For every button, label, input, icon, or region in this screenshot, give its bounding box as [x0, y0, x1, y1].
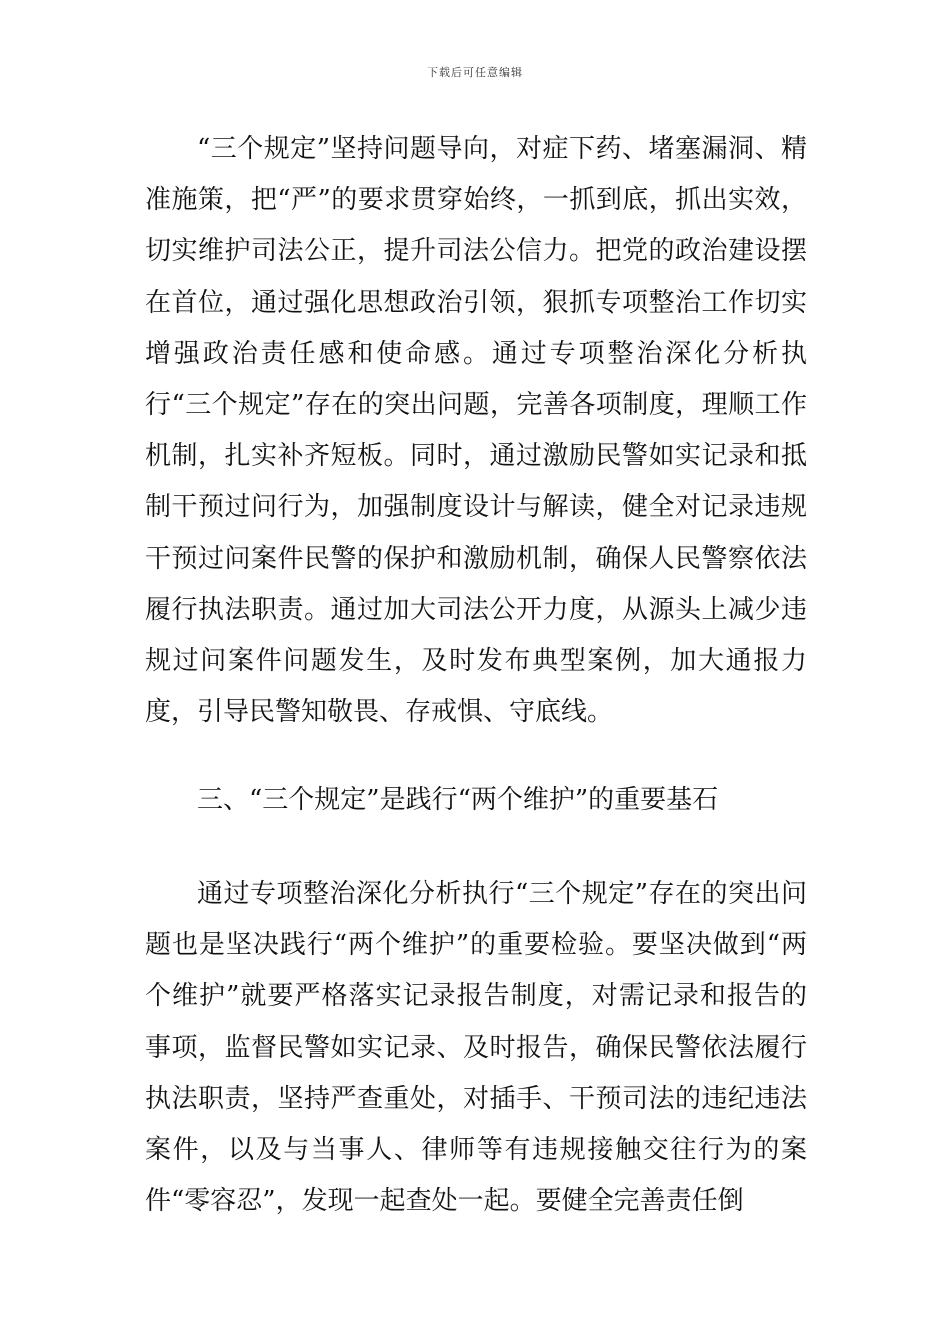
- paragraph-2: 通过专项整治深化分析执行“三个规定”存在的突出问题也是坚决践行“两个维护”的重要检验。要坚决做到“两个维护”就要严格落实记录报告制度，对需记录和报告的事项，监督民警如实记录、及时报告，确保民警依法履行执法职责，坚持严查重处，对插手、干预司法的违纪违法案件，以及与当事人、律师等有违规接触交往行为的案件“零容忍”，发现一起查处一起。要健全完善责任倒: [145, 879, 807, 1217]
- paragraph-1: “三个规定”坚持问题导向，对症下药、堵塞漏洞、精准施策，把“严”的要求贯穿始终，一抓到底，抓出实效，切实维护司法公正，提升司法公信力。把党的政治建设摆在首位，通过强化思想政治引领，狠抓专项整治工作切实增强政治责任感和使命感。通过专项整治深化分析执行“三个规定”存在的突出问题，完善各项制度，理顺工作机制，扎实补齐短板。同时，通过激励民警如实记录和抵制干预过问行为，加强制度设计与解读，健全对记录违规干预过问案件民警的保护和激励机制，确保人民警察依法履行执法职责。通过加大司法公开力度，从源头上减少违规过问案件问题发生，及时发布典型案例，加大通报力度，引导民警知敬畏、存戒惧、守底线。: [145, 134, 807, 728]
- header-note: 下载后可任意编辑: [427, 66, 523, 79]
- section-heading: 三、“三个规定”是践行“两个维护”的重要基石: [197, 785, 719, 815]
